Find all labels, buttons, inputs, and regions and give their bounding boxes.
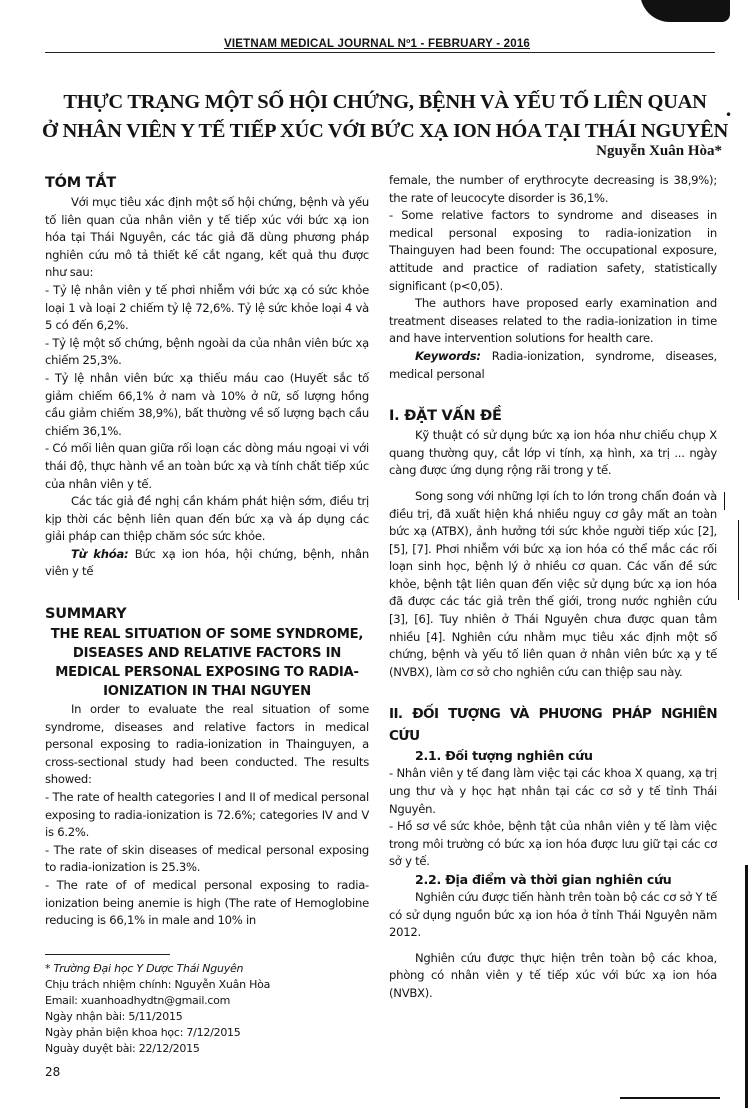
article-title bbox=[30, 88, 740, 146]
footnote-responsible: Chịu trách nhiệm chính: Nguyễn Xuân Hòa bbox=[45, 977, 271, 991]
footnote-reviewed: Ngày phản biện khoa học: 7/12/2015 bbox=[45, 1025, 241, 1039]
keywords-label: Từ khóa: bbox=[71, 546, 129, 561]
footnote bbox=[45, 961, 369, 1057]
subsection-paragraph: Nghiên cứu được thực hiện trên toàn bộ các khoa, phòng có nhân viên y tế tiếp xúc với bức xạ ion hóa (NVBX). bbox=[389, 950, 717, 1000]
left-column bbox=[45, 172, 369, 1057]
summary-result: - The rate of skin diseases of medical personal exposing to radia-ionization is 25.3%. bbox=[45, 842, 369, 875]
abstract-vi-result: - Tỷ lệ nhân viên y tế phơi nhiễm với bức xạ có sức khỏe loại 1 và loại 2 chiếm tỷ lệ 72,6%. Tỷ lệ sức khỏe loại 4 và 5 có đến 6,2%. bbox=[45, 282, 369, 333]
scan-artifact bbox=[640, 0, 730, 22]
section1-paragraph: Kỹ thuật có sử dụng bức xạ ion hóa như chiếu chụp X quang thường quy, cắt lớp vi tính, xạ hình, xa trị ... ngày càng được ứng dụng rộng rãi trong y tế. bbox=[389, 428, 717, 478]
summary-factors: - Some relative factors to syndrome and diseases in medical personal exposing to radia-ionization in Thainguyen had been found: The occupational exposure, attitude and practice of radiation safety, statistically significant (p<0,05). bbox=[389, 208, 717, 293]
footnote-approved: Nguày duyệt bài: 22/12/2015 bbox=[45, 1041, 200, 1055]
section1-paragraph: Song song với những lợi ích to lớn trong chẩn đoán và điều trị, đã xuất hiện khá nhiều nguy cơ gây mất an toàn bức xạ (ATBX), ảnh hưởng tới sức khỏe người tiếp xúc [2], [5], [7]. Phơi nhiễm với bức xạ ion hóa có thể mắc các rối loạn sinh học, bệnh lý ở nhiều cơ quan. Các vấn đề sức khỏe, bệnh tật liên quan đến việc sử dụng bức xạ ion hóa đã được các tác giả trên thế giới, trong nước nghiên cứu [3], [6]. Tuy nhiên ở Thái Nguyên chưa được quan tâm nhiều [4]. Nghiên cứu nhằm mục tiêu xác định một số chứng, bệnh và yếu tố liên quan ở nhân viên bức xạ y tế (NVBX), làm cơ sở cho nghiên cứu can thiệp sau này. bbox=[389, 488, 717, 679]
header-rule bbox=[45, 52, 715, 53]
subsection-paragraph: Nghiên cứu được tiến hành trên toàn bộ các cơ sở Y tế có sử dụng nguồn bức xạ ion hóa ở tỉnh Thái Nguyên năm 2012. bbox=[389, 890, 717, 940]
journal-header bbox=[0, 38, 754, 50]
abstract-vi-conclusion: Các tác giả đề nghị cần khám phát hiện sớm, điều trị kịp thời các bệnh liên quan đến bức xạ và áp dụng các giải pháp can thiệp chăm sóc sức khỏe. bbox=[45, 494, 369, 544]
scan-edge bbox=[724, 492, 725, 510]
summary-title: THE REAL SITUATION OF SOME SYNDROME, DISEASES AND RELATIVE FACTORS IN MEDICAL PERSONAL EXPOSING TO RADIA-IONIZATION IN THAI NGUYEN bbox=[50, 627, 364, 700]
journal-name: VIETNAM MEDICAL JOURNAL Nº1 - FEBRUARY - 2016 bbox=[223, 38, 531, 50]
abstract-vi-result: - Có mối liên quan giữa rối loạn các dòng máu ngoại vi với thái độ, thực hành về an toàn bức xạ và tính chất tiếp xúc của nhân viên y tế. bbox=[45, 441, 369, 491]
summary-result: - The rate of of medical personal exposing to radia-ionization being anemie is high (The rate of Hemoglobine reducing is 66,1% in male and 10% in bbox=[45, 878, 369, 928]
title-line-2: Ở NHÂN VIÊN Y TẾ TIẾP XÚC VỚI BỨC XẠ ION HÓA TẠI THÁI NGUYÊN bbox=[42, 120, 728, 142]
abstract-vi-intro: Với mục tiêu xác định một số hội chứng, bệnh và yếu tố liên quan của nhân viên y tế tiếp xúc với bức xạ ion hóa tại Thái Nguyên, các tác giả đã dùng phương pháp nghiên cứu mô tả thiết kế cắt ngang, kết quả thu được như sau: bbox=[45, 195, 369, 280]
footnote-affiliation bbox=[45, 961, 369, 977]
summary-conclusion: The authors have proposed early examination and treatment diseases related to the radia-ionization in time and have intervention solutions for health care. bbox=[389, 296, 717, 346]
scan-edge bbox=[620, 1097, 720, 1099]
footnote-received: Ngày nhận bài: 5/11/2015 bbox=[45, 1009, 183, 1023]
summary-results-continued: female, the number of erythrocyte decreasing is 38,9%); the rate of leucocyte disorder is 36,1%. bbox=[389, 173, 717, 205]
keywords-label: Keywords: bbox=[415, 348, 481, 363]
abstract-vi-result: - Tỷ lệ nhân viên bức xạ thiếu máu cao (Huyết sắc tố giảm chiếm 66,1% ở nam và 10% ở nữ, số lượng hồng cầu giảm chiếm 38,9%), bất thường về số lượng bạch cầu chiếm 36,1%. bbox=[45, 370, 369, 438]
summary-result: - The rate of health categories I and II of medical personal exposing to radia-ionization is 72.6%; categories IV and V is 6.2%. bbox=[45, 790, 369, 840]
scan-edge bbox=[738, 520, 739, 600]
section1-heading: I. ĐẶT VẤN ĐỀ bbox=[389, 408, 502, 425]
abstract-vi-heading: TÓM TẮT bbox=[45, 175, 116, 191]
footnote-email: Email: xuanhoadhydtn@gmail.com bbox=[45, 993, 231, 1007]
footnote-rule bbox=[45, 954, 170, 955]
section2-heading: II. ĐỐI TƯỢNG VÀ PHƯƠNG PHÁP NGHIÊN CỨU bbox=[389, 706, 717, 745]
page-number: 28 bbox=[45, 1065, 61, 1079]
scan-mark: • bbox=[725, 108, 733, 122]
subsection-2-1-heading: 2.1. Đối tượng nghiên cứu bbox=[415, 748, 593, 764]
summary-keywords bbox=[389, 348, 717, 383]
affiliation-text: * Trường Đại học Y Dược Thái Nguyên bbox=[45, 961, 244, 975]
keywords-text: Bức xạ ion hóa, hội chứng, bệnh, nhân viên y tế bbox=[45, 546, 369, 579]
summary-intro: In order to evaluate the real situation of some syndrome, diseases and relative factors in medical personal exposing to radia-ionization in Thainguyen, a cross-sectional study had been conducted. The results showed: bbox=[45, 702, 369, 787]
subsection-item: - Hồ sơ về sức khỏe, bệnh tật của nhân viên y tế làm việc trong môi trường có bức xạ ion hóa được lưu giữ tại các cơ sở y tế. bbox=[389, 819, 717, 869]
scan-edge bbox=[745, 865, 748, 1108]
author: Nguyễn Xuân Hòa* bbox=[596, 143, 722, 159]
title-line-1: THỰC TRẠNG MỘT SỐ HỘI CHỨNG, BỆNH VÀ YẾU TỐ LIÊN QUAN bbox=[63, 91, 707, 113]
abstract-vi-keywords bbox=[45, 546, 369, 581]
summary-heading: SUMMARY bbox=[45, 606, 127, 623]
keywords-text: Radia-ionization, syndrome, diseases, medical personal bbox=[389, 348, 717, 381]
abstract-vi-result: - Tỷ lệ một số chứng, bệnh ngoài da của nhân viên bức xạ chiếm 25,3%. bbox=[45, 335, 369, 368]
right-column bbox=[389, 172, 717, 1003]
subsection-item: - Nhân viên y tế đang làm việc tại các khoa X quang, xạ trị ung thư và y học hạt nhân tại các cơ sở y tế tỉnh Thái Nguyên. bbox=[389, 766, 717, 816]
subsection-2-2-heading: 2.2. Địa điểm và thời gian nghiên cứu bbox=[415, 872, 672, 887]
